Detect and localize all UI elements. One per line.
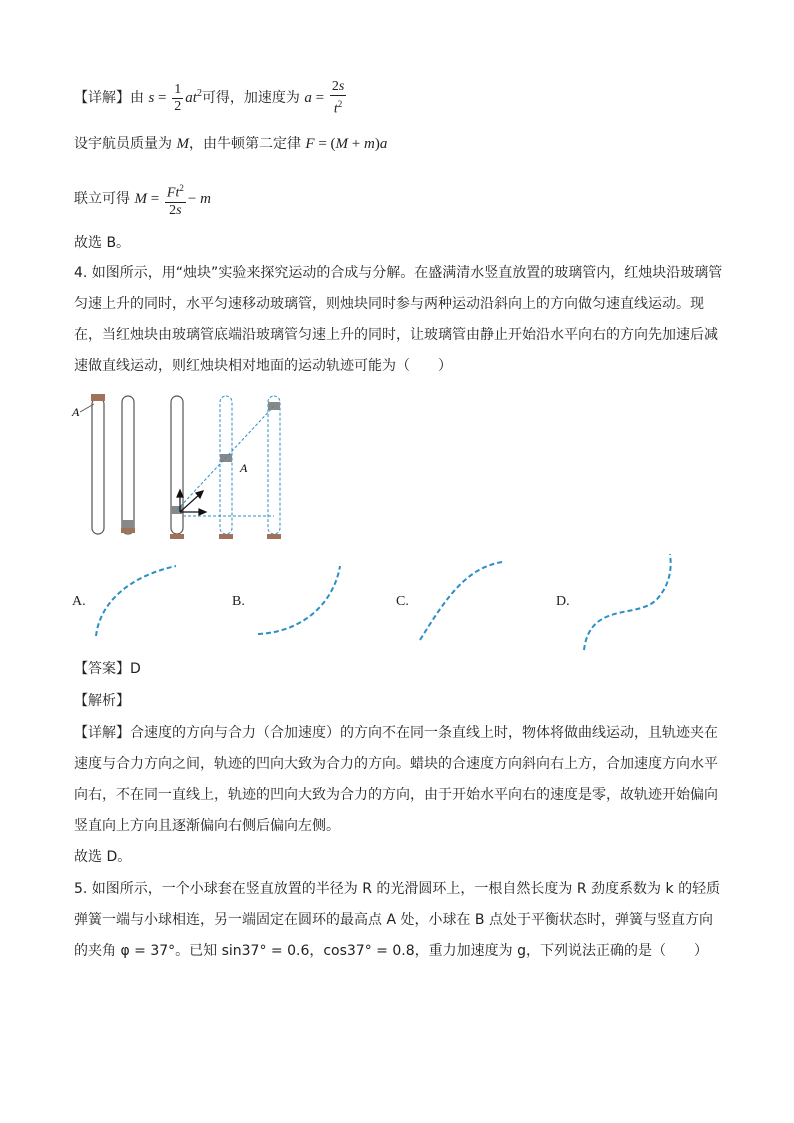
detail-tag: 【详解】 [74, 90, 130, 106]
option-c-label: C. [396, 594, 409, 609]
tube-3 [170, 396, 184, 539]
analysis-tag: 【解析】 [74, 693, 130, 709]
option-d-curve [580, 550, 680, 654]
answer-line [74, 654, 724, 685]
option-b-curve [254, 562, 346, 642]
option-a-label: A. [72, 594, 86, 609]
dashed-tube-2 [268, 396, 280, 534]
question-4: 4. 如图所示，用“烛块”实验来探究运动的合成与分解。在盛满清水竖直放置的玻璃管内，红烛块沿玻璃管匀速上升的同时，水平匀速移动玻璃管，则烛块同时参与两种运动沿斜向上的方向做匀速直线运动。现在，当红烛块由玻璃管底端沿玻璃管匀速上升的同时，让玻璃管由静止开始沿水平向右的方向先加速后减速做直线运动，则红烛块相对地面的运动轨迹可能为（ ） [74, 265, 723, 374]
analysis-body [74, 718, 724, 842]
analysis-text: 合速度的方向与合力（合加速度）的方向不在同一条直线上时，物体将做曲线运动，且轨迹夹在速度与合力方向之间，轨迹的凹向大致为合力的方向。蜡块的合速度方向斜向右上方，合加速度方向水平向右，不在同一直线上，轨迹的凹向大致为合力的方向，由于开始水平向右的速度是零，故轨迹开始偏向竖直向上方向且逐渐偏向右侧后偏向左侧。 [74, 725, 718, 834]
detail-line-1 [74, 78, 348, 118]
line1-prefix: 由 [130, 90, 144, 106]
var-M: M [176, 136, 189, 152]
formula-s: s = $\frac{1}{2}$ $at^2$ [148, 82, 202, 115]
answer-tag: 【答案】 [74, 661, 130, 677]
question-5: 5. 如图所示，一个小球套在竖直放置的半径为 R 的光滑圆环上，一根自然长度为 R 劲度系数为 k 的轻质弹簧一端与小球相连，另一端固定在圆环的最高点 A 处，小球在 B 点处于平衡状态时，弹簧与竖直方向的夹角 φ = 37°。已知 sin37° = 0.6，cos37° = 0.8，重力加速度为 g，下列说法正确的是（ ） [74, 881, 721, 959]
option-c-curve [416, 558, 508, 644]
line1-mid: 可得，加速度为 [201, 90, 300, 106]
tube-1 [80, 394, 105, 534]
answer-value: D [130, 661, 141, 677]
option-d-label: D. [556, 594, 570, 609]
line2-mid: ，由牛顿第二定律 [188, 136, 301, 152]
path-label-a: A [240, 461, 248, 475]
choose-b: 故选 B。 [74, 235, 131, 251]
line2-text: 设宇航员质量为 [74, 136, 172, 152]
option-a-curve [90, 562, 180, 642]
line3-prefix: 联立可得 [74, 190, 130, 207]
option-b-label: B. [232, 594, 245, 609]
formula-M: M = $\frac{Ft^2}{2s}$ − m [134, 191, 210, 207]
detail-line-3 [74, 180, 211, 219]
dashed-tube-1 [220, 396, 232, 534]
tube-label-a: A [72, 405, 80, 419]
detail-tag-2: 【详解】 [74, 725, 130, 741]
tube-2 [121, 396, 135, 534]
tube-figure [70, 390, 300, 550]
choose-d: 故选 D。 [74, 849, 132, 865]
formula-a: a = $\frac{2s}{t^2}$ [304, 79, 345, 117]
detail-line-2 [74, 128, 387, 160]
formula-F: F = (M + m)a [305, 136, 388, 152]
